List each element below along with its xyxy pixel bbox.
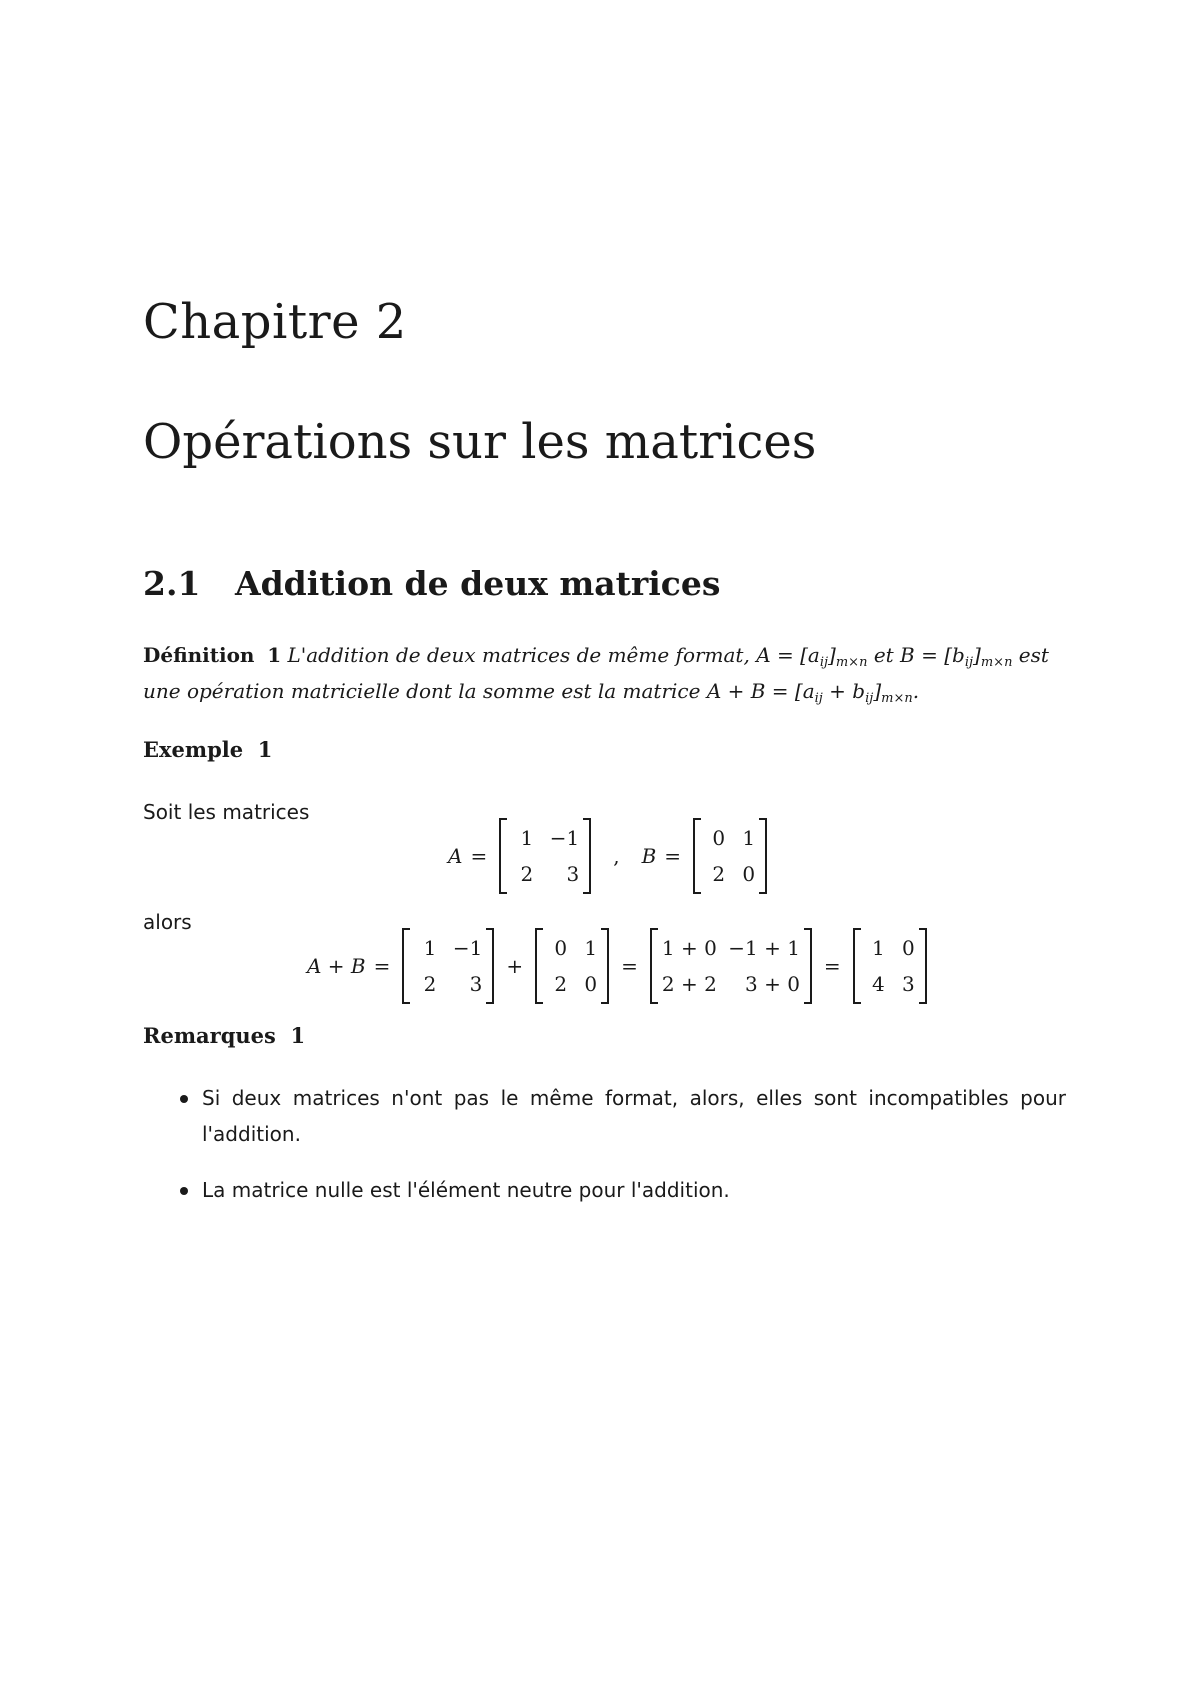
a-def-size: m×n [835, 655, 868, 670]
matrix-cell: 1 [871, 936, 885, 960]
matrix-cell: −1 + 1 [728, 936, 800, 960]
definition-a-formula [756, 643, 868, 670]
b-def-prefix: B = [b [900, 643, 965, 667]
addition-equation [307, 928, 931, 1004]
matrix-b [535, 928, 609, 1004]
matrix-cell: 0 [742, 862, 756, 886]
matrix-cell: 2 [554, 972, 568, 996]
b-def-sub: ij [964, 655, 974, 670]
example-heading [143, 737, 272, 762]
matrix-cell: 3 [566, 862, 580, 886]
matrix-cell: 0 [901, 936, 915, 960]
matrix-sum-expanded [650, 928, 812, 1004]
definition-number: 1 [267, 643, 282, 667]
comma: , [613, 844, 620, 868]
sum-period: . [912, 679, 920, 703]
matrix-cell: 1 [423, 936, 437, 960]
definition-b-formula [900, 643, 1013, 670]
definition-text-part-2: est une opération matricielle dont la somme est la matrice [143, 643, 1049, 703]
matrix-cell: 1 [520, 826, 534, 850]
a-def-bracket: ] [828, 643, 836, 667]
example-alors: alors [143, 910, 192, 934]
example-number: 1 [257, 737, 273, 762]
example-label: Exemple [143, 737, 244, 762]
matrix-b [693, 818, 767, 894]
list-item [176, 1172, 1066, 1208]
matrix-cell: 0 [584, 972, 598, 996]
definition-block [143, 637, 1073, 709]
definition-text-part-1: L'addition de deux matrices de même format, [287, 643, 750, 667]
sum-a-sub: ij [814, 691, 823, 706]
definition-label: Définition [143, 643, 255, 667]
equals-sign: = [470, 844, 488, 868]
definition-sum-formula [706, 679, 920, 706]
matrices-definition-equation [448, 818, 771, 894]
matrix-cell: −1 [549, 826, 580, 850]
matrix-a [402, 928, 494, 1004]
bullet-icon [180, 1095, 188, 1103]
a-def-sub: ij [819, 655, 829, 670]
sum-prefix: A + B = [a [706, 679, 815, 703]
remark-text: La matrice nulle est l'élément neutre pour l'addition. [202, 1178, 730, 1202]
section-number: 2.1 [143, 564, 201, 603]
remarks-number: 1 [290, 1023, 306, 1048]
bullet-icon [180, 1187, 188, 1195]
plus-sign: + [506, 954, 524, 978]
matrix-cell: 3 [469, 972, 483, 996]
chapter-title: Opérations sur les matrices [143, 414, 817, 470]
list-item [176, 1080, 1066, 1152]
matrix-result [853, 928, 927, 1004]
sum-label: A + B [307, 954, 366, 978]
matrix-cell: 1 [584, 936, 598, 960]
equals-sign: = [664, 844, 682, 868]
equals-sign: = [823, 954, 841, 978]
matrix-cell: 2 [423, 972, 437, 996]
remark-text: Si deux matrices n'ont pas le même format, alors, elles sont incompatibles pour l'addition. [202, 1086, 1066, 1146]
remarks-heading [143, 1023, 305, 1048]
matrix-cell: 2 [520, 862, 534, 886]
matrix-cell: 1 + 0 [661, 936, 717, 960]
matrix-a-name: A [448, 844, 463, 868]
matrix-cell: 3 [901, 972, 915, 996]
matrix-cell: 1 [742, 826, 756, 850]
sum-size: m×n [881, 691, 913, 706]
matrix-cell: 4 [871, 972, 885, 996]
matrix-b-name: B [641, 844, 657, 868]
chapter-label: Chapitre 2 [143, 294, 407, 350]
matrix-a [499, 818, 591, 894]
section-heading [143, 564, 721, 603]
sum-bracket: ] [873, 679, 882, 703]
matrix-cell: −1 [452, 936, 483, 960]
b-def-size: m×n [980, 655, 1013, 670]
definition-et: et [873, 643, 894, 667]
section-title: Addition de deux matrices [235, 564, 721, 603]
matrix-cell: 2 + 2 [661, 972, 717, 996]
remarks-list [176, 1080, 1066, 1228]
sum-b-sub: ij [865, 691, 874, 706]
matrix-cell: 3 + 0 [745, 972, 800, 996]
sum-plus-b: + b [822, 679, 866, 703]
a-def-prefix: A = [a [756, 643, 820, 667]
matrix-cell: 0 [712, 826, 726, 850]
matrix-cell: 2 [712, 862, 726, 886]
equals-sign: = [373, 954, 391, 978]
example-intro: Soit les matrices [143, 800, 310, 824]
equals-sign: = [621, 954, 638, 978]
b-def-bracket: ] [973, 643, 981, 667]
matrix-cell: 0 [554, 936, 568, 960]
remarks-label: Remarques [143, 1023, 276, 1048]
